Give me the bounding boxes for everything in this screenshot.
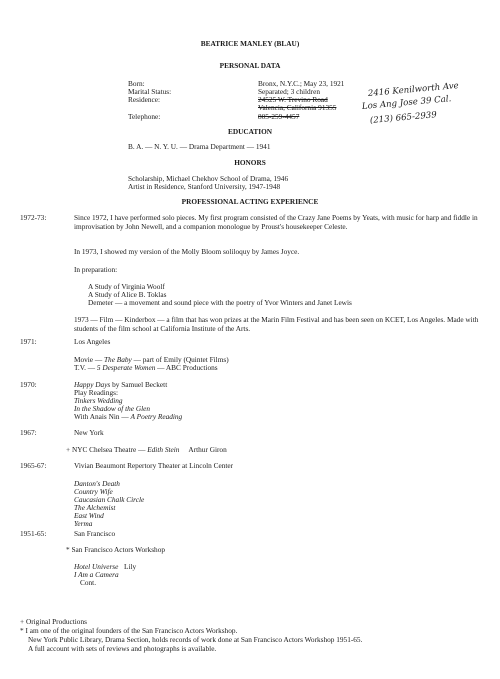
continued-label: Cont. <box>80 578 97 587</box>
telephone-label: Telephone: <box>128 112 161 121</box>
play-shadow-of-glen: In the Shadow of the Glen <box>74 404 150 413</box>
year-label-1971: 1971: <box>20 337 37 346</box>
handwritten-phone: (213) 665-2939 <box>369 110 438 126</box>
honors-heading: HONORS <box>234 158 266 167</box>
play-the-alchemist: The Alchemist <box>74 503 116 512</box>
telephone-value: 805-259-4457 <box>258 112 300 121</box>
resume-name: BEATRICE MANLEY (BLAU) <box>200 39 300 48</box>
experience-heading: PROFESSIONAL ACTING EXPERIENCE <box>181 197 319 206</box>
residence-label: Residence: <box>128 95 161 104</box>
residence-line2: Valencia, California 91355 <box>258 103 337 112</box>
year-label-1951: 1951-65: <box>20 529 47 538</box>
marital-label: Marital Status: <box>128 87 172 96</box>
prep-item-demeter: Demeter — a movement and sound piece with the poetry of Yvor Winters and Janet Lewis <box>88 298 352 307</box>
sf-actors-workshop: * San Francisco Actors Workshop <box>66 545 165 554</box>
kinderbox-paragraph: 1973 — Film — Kinderbox — a film that has won prizes at the Marin Film Festival and has been seen on KCET, Los Angeles. Made with students of the film school at California Institute of the Arts. <box>74 315 479 333</box>
honors-line2: Artist in Residence, Stanford University, 1947-1948 <box>128 182 281 191</box>
born-value: Bronx, N.Y.C.; May 23, 1921 <box>258 79 345 88</box>
footnote-full-account: A full account with sets of reviews and photographs is available. <box>28 644 217 653</box>
year-label-1965: 1965-67: <box>20 461 47 470</box>
year-label-1972: 1972-73: <box>20 213 47 222</box>
marital-value: Separated; 3 children <box>258 87 320 96</box>
footnote-library-records: New York Public Library, Drama Section, holds records of work done at San Francisco Actors Workshop 1951-65. <box>28 635 363 644</box>
honors-line1: Scholarship, Michael Chekhov School of Drama, 1946 <box>128 174 289 183</box>
born-label: Born: <box>128 79 145 88</box>
movie-credit: Movie — The Baby — part of Emily (Quintet Films) <box>74 355 229 364</box>
play-country-wife: Country Wife <box>74 487 113 496</box>
play-hotel-universe: Hotel Universe <box>74 562 119 571</box>
footnote-original-productions: + Original Productions <box>20 617 87 626</box>
chelsea-theatre-credit: + NYC Chelsea Theatre — Edith Stein Arthur Giron <box>66 445 227 454</box>
in-preparation-label: In preparation: <box>74 265 118 274</box>
play-yerma: Yerma <box>74 519 93 528</box>
play-dantons-death: Danton's Death <box>74 479 120 488</box>
play-east-wind: East Wind <box>74 511 104 520</box>
place-san-francisco: San Francisco <box>74 529 116 538</box>
play-i-am-a-camera: I Am a Camera <box>74 570 119 579</box>
tv-credit: T.V. — 5 Desperate Women — ABC Productions <box>74 363 218 372</box>
play-caucasian-chalk-circle: Caucasian Chalk Circle <box>74 495 145 504</box>
prep-item-woolf: A Study of Virginia Woolf <box>88 282 165 291</box>
footnote-founders: * I am one of the original founders of the San Francisco Actors Workshop. <box>20 626 238 635</box>
education-line: B. A. — N. Y. U. — Drama Department — 1941 <box>128 142 271 151</box>
year-label-1970: 1970: <box>20 380 37 389</box>
happy-days-credit: Happy Days by Samuel Beckett <box>74 380 168 389</box>
handwritten-address-line1: 2416 Kenilworth Ave <box>367 81 460 99</box>
role-lily: Lily <box>124 562 137 571</box>
molly-bloom-paragraph: In 1973, I showed my version of the Molly Bloom soliloquy by James Joyce. <box>74 247 300 256</box>
residence-line1: 24525 W. Trevino Road <box>258 95 328 104</box>
prep-item-toklas: A Study of Alice B. Toklas <box>88 290 167 299</box>
education-heading: EDUCATION <box>227 127 273 136</box>
place-new-york: New York <box>74 428 104 437</box>
play-tinkers-wedding: Tinkers Wedding <box>74 396 123 405</box>
play-readings-label: Play Readings: <box>74 388 118 397</box>
anais-nin-reading: With Anais Nin — A Poetry Reading <box>74 412 183 421</box>
solo-pieces-paragraph: Since 1972, I have performed solo pieces. My first program consisted of the Crazy Jane Poems by Yeats, with music for harp and fiddle in improvisation by John Newell, and a companion monologue by Proust's housekeeper Celeste. <box>74 213 478 231</box>
personal-data-heading: PERSONAL DATA <box>219 61 281 70</box>
handwritten-address-line2: Los Ang Jose 39 Cal. <box>361 94 452 112</box>
year-label-1967: 1967: <box>20 428 37 437</box>
place-los-angeles: Los Angeles <box>74 337 111 346</box>
vivian-beaumont-theater: Vivian Beaumont Repertory Theater at Lincoln Center <box>74 461 234 470</box>
